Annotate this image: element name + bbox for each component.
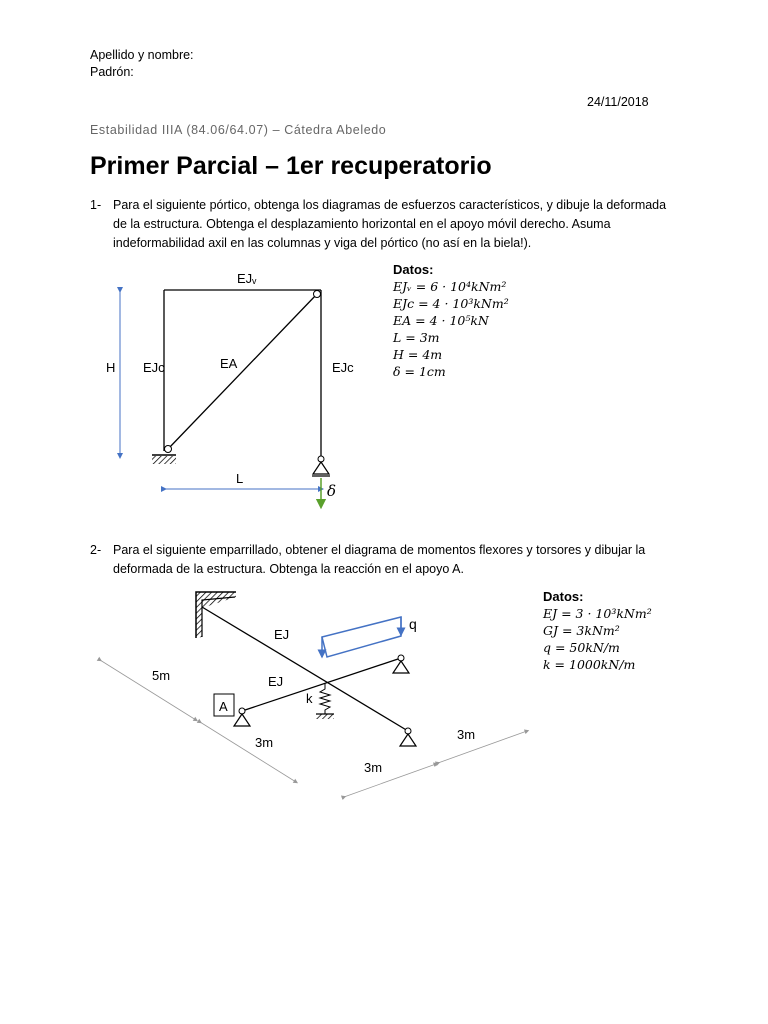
course-name: Estabilidad IIIA (84.06/64.07) – Cátedra Abeledo: [90, 123, 387, 137]
datos-1-line: δ = 1cm: [393, 364, 446, 379]
datos-2-line: GJ = 3kNm²: [543, 623, 620, 638]
datos-1-line: H = 4m: [393, 347, 443, 362]
datos-2-line: k = 1000kN/m: [543, 657, 636, 672]
label-height: H: [106, 360, 116, 375]
datos-2-line: q = 50kN/m: [543, 640, 620, 655]
dimension-3m-a: [200, 722, 296, 782]
padron-label: Padrón:: [90, 65, 134, 79]
datos-1: [393, 262, 509, 380]
datos-1-line: EJc = 4 · 10³kNm²: [393, 296, 509, 311]
datos-1-line: EA = 4 · 10⁵kN: [393, 313, 489, 328]
frame-structure: [164, 290, 321, 456]
question-1-number: 1-: [90, 198, 102, 212]
support-right-bottom-icon: [400, 728, 416, 746]
question-2: [90, 541, 680, 581]
datos-1-line: EJᵥ = 6 · 10⁴kNm²: [393, 279, 507, 294]
spring-icon: [316, 683, 334, 719]
question-1-text: Para el siguiente pórtico, obtenga los diagramas de esfuerzos característicos, y dibuje la deformada de la estructura. Obtenga el desplazamiento horizontal en el apoyo móvil derecho. Asuma indeformabilidad axil en las columnas y viga del pórtico (no así en la biela!).: [113, 198, 667, 250]
label-length: L: [236, 471, 244, 486]
fixed-support-icon: [152, 455, 176, 464]
label-beam: EJᵥ: [237, 271, 257, 286]
label-3m-a: 3m: [255, 735, 274, 750]
exam-date: 24/11/2018: [587, 95, 649, 109]
label-k: k: [306, 691, 313, 706]
label-3m-c: 3m: [457, 727, 476, 742]
datos-1-title: Datos:: [393, 262, 434, 277]
label-ej-main: EJ: [274, 627, 290, 642]
datos-2-line: EJ = 3 · 10³kNm²: [543, 606, 652, 621]
label-a: A: [219, 699, 228, 714]
support-a-icon: [234, 708, 250, 726]
page-title: Primer Parcial – 1er recuperatorio: [90, 152, 492, 180]
roller-support-icon: [312, 456, 330, 476]
datos-2-title: Datos:: [543, 589, 584, 604]
datos-2: [543, 589, 652, 673]
grillage-figure: [100, 592, 527, 797]
dimension-5m: [100, 660, 196, 720]
label-delta: δ: [327, 482, 337, 500]
label-5m: 5m: [152, 668, 171, 683]
dimension-3m-c: [438, 731, 527, 763]
label-right-column: EJc: [332, 360, 354, 375]
question-2-number: 2-: [90, 543, 102, 557]
datos-1-line: L = 3m: [393, 330, 440, 345]
label-3m-b: 3m: [364, 760, 383, 775]
label-ej-cross: EJ: [268, 674, 284, 689]
label-brace: EA: [220, 356, 238, 371]
distributed-load-icon: [322, 617, 401, 657]
support-right-top-icon: [393, 655, 409, 673]
question-2-text: Para el siguiente emparrillado, obtener el diagrama de momentos flexores y torsores y dibujar la deformada de la estructura. Obtenga la reacción en el apoyo A.: [113, 543, 646, 576]
name-label: Apellido y nombre:: [90, 48, 194, 62]
dimension-3m-b: [344, 764, 436, 797]
label-left-column: EJc: [143, 360, 165, 375]
label-q: q: [409, 616, 417, 632]
